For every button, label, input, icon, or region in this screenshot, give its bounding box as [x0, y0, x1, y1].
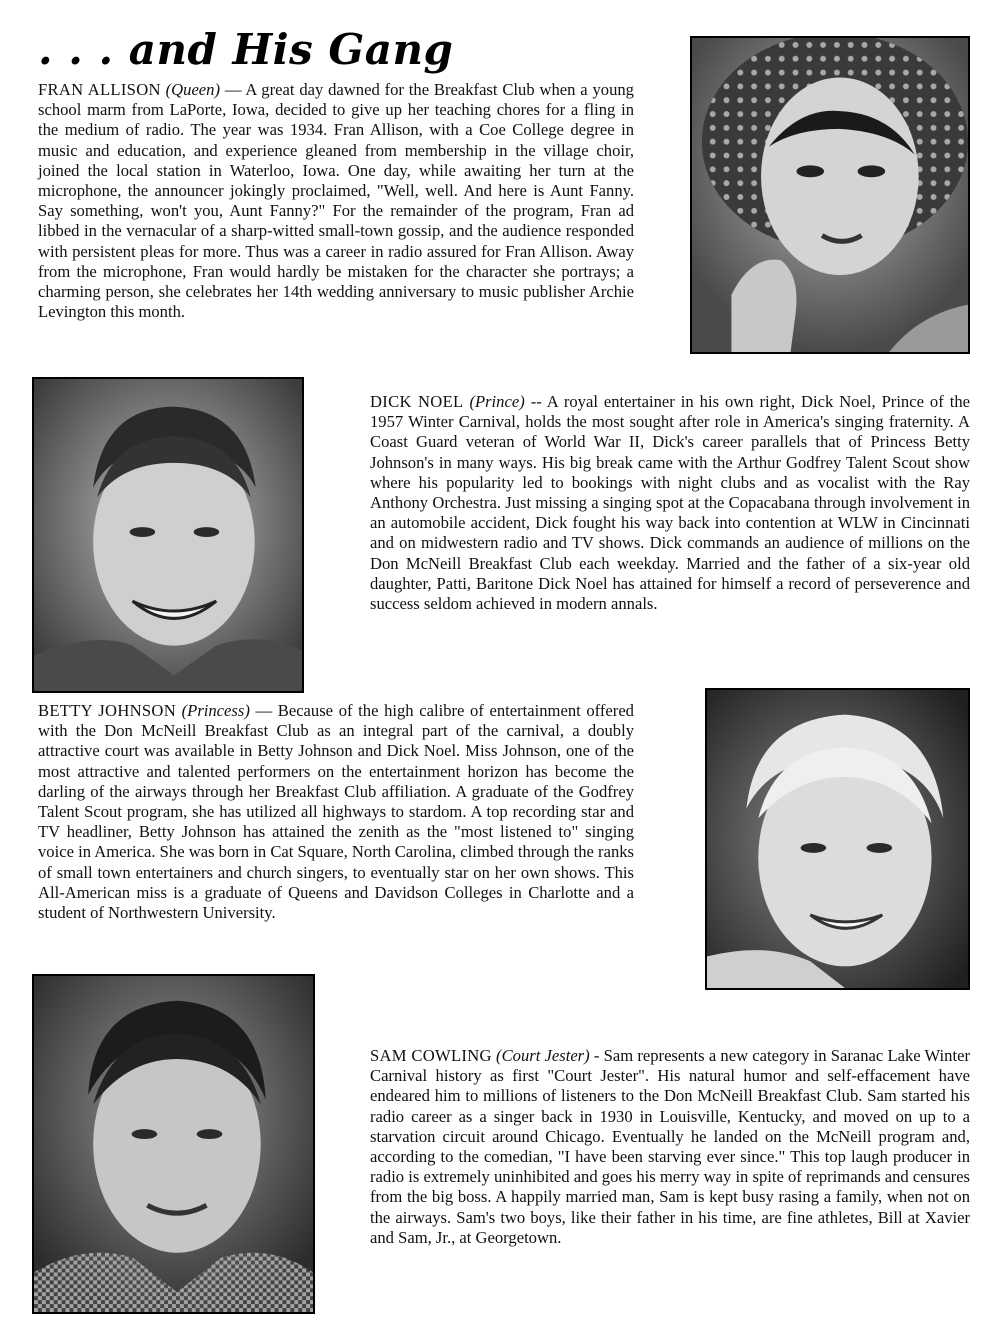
bio-text: -- A royal entertainer in his own right, Dick Noel, Prince of the 1957 Winter Carnival, holds the most sought after role in America's singing fraternity. A Coast Guard veteran of World War II, Dick's career parallels that of Princess Betty Johnson's in many ways. His big break came with the Arthur Godfrey Talent Scout show where his popularity led to bookings with night clubs and as vocalist with the Ray Anthony Orchestra. Just missing a singing spot at the Copacabana through involvement in an automobile accident, Dick fought his way back into contention at WLW in Cincinnati and on midwestern radio and TV shows. Dick commands an audience of millions on the Don McNeill Breakfast Club each weekday. Married and the father of a six-year old daughter, Patti, Baritone Dick Noel has attained for himself a record of perseverence and success seldom achieved in modern annals. — [370, 392, 970, 614]
photo-sam-cowling — [32, 974, 315, 1314]
bio-dick-noel — [370, 392, 970, 614]
bio-role: (Princess) — [181, 701, 250, 720]
bio-role: (Prince) — [469, 392, 525, 411]
bio-name: FRAN ALLISON — [38, 80, 161, 99]
page-title: . . . and His Gang — [38, 25, 454, 74]
bio-name: SAM COWLING — [370, 1046, 492, 1065]
bio-role: (Queen) — [165, 80, 220, 99]
bio-role: (Court Jester) — [496, 1046, 590, 1065]
photo-dick-noel — [32, 377, 304, 693]
bio-text: — Because of the high calibre of entertainment offered with the Don McNeill Breakfast Club as an integral part of the carnival, a doubly attractive court was available in Betty Johnson and Dick Noel. Miss Johnson, one of the most attractive and talented performers on the entertainment horizon has become the darling of the airways through her Breakfast Club affiliation. A graduate of the Godfrey Talent Scout program, she has utilized all highways to stardom. A top recording star and TV headliner, Betty Johnson has attained the zenith as the "most listened to" singing voice in America. She was born in Cat Square, North Carolina, climbed through the ranks of small town entertainers and church singers, to eventually star on her own shows. This All-American miss is a graduate of Queens and Davidson Colleges in Charlotte and a student of Northwestern University. — [38, 701, 634, 923]
bio-text: — A great day dawned for the Breakfast Club when a young school marm from LaPorte, Iowa, decided to give up her teaching chores for a fling in the medium of radio. The year was 1934. Fran Allison, with a Coe College degree in music and education, and experience gleaned from membership in the village choir, joined the local station in Waterloo, Iowa. One day, while awaiting her turn at the microphone, the announcer jokingly proclaimed, "Well, well. And here is Aunt Fanny. Say something, won't you, Aunt Fanny?" For the remainder of the program, Fran ad libbed in the vernacular of a sharp-witted small-town gossip, and the audience responded with persistent pleas for more. Thus was a career in radio assured for Fran Allison. Away from the microphone, Fran would hardly be mistaken for the character she portrays; a charming person, she celebrates her 14th wedding anniversary to music publisher Archie Levington this month. — [38, 80, 634, 322]
bio-name: DICK NOEL — [370, 392, 464, 411]
bio-fran-allison — [38, 80, 634, 322]
bio-text: - Sam represents a new category in Saranac Lake Winter Carnival history as first "Court Jester". His natural humor and self-effacement have endeared him to millions of listeners to the Don McNeill Breakfast Club. Sam started his radio career as a singer back in 1930 in Louisville, Kentucky, and moved on up to a starvation circuit around Chicago. Eventually he landed on the McNeill program and, according to the comedian, "I have been starving ever since." This top laugh producer in radio is extremely uninhibited and goes his merry way in spite of reprimands and censures from the big boss. A happily married man, Sam is kept busy rasing a family, when not on the airways. Sam's two boys, like their father in his time, are fine athletes, Bill at Xavier and Sam, Jr., at Georgetown. — [370, 1046, 970, 1247]
photo-fran-allison — [690, 36, 970, 354]
bio-betty-johnson — [38, 701, 634, 923]
bio-name: BETTY JOHNSON — [38, 701, 176, 720]
bio-sam-cowling — [370, 1046, 970, 1248]
photo-betty-johnson — [705, 688, 970, 990]
